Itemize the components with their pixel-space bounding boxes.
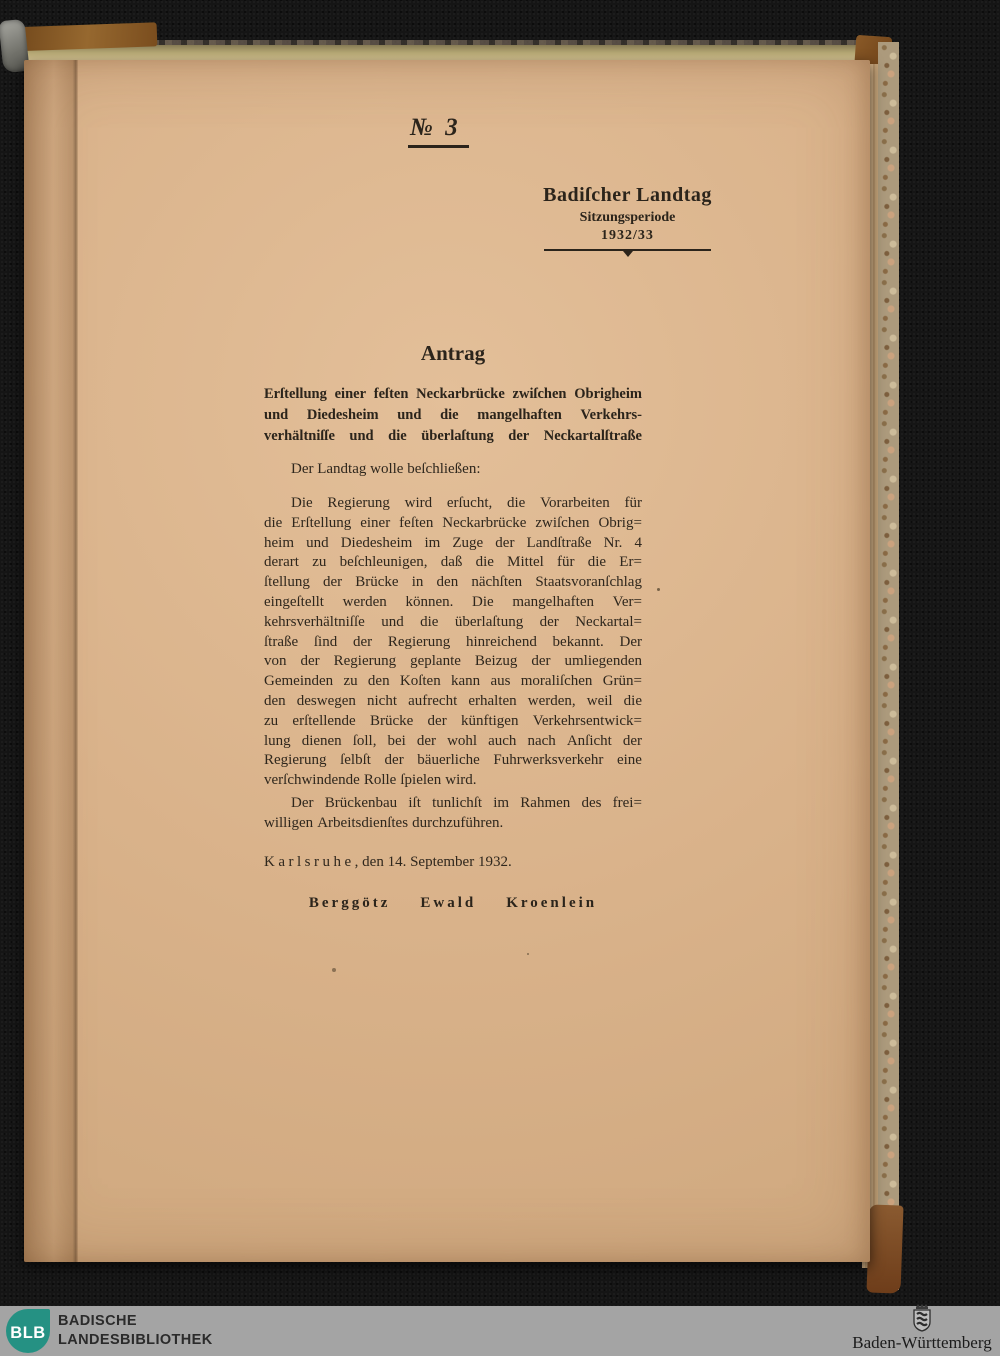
text-line: zu erſtellende Brücke der künftigen Verkehrsentwick= — [264, 712, 642, 729]
cover-corner-bottom — [866, 1204, 903, 1293]
text-line: lung dienen ſoll, bei der wohl auch nach Anſicht der — [264, 732, 642, 749]
library-name-line1: BADISCHE — [58, 1313, 137, 1329]
state-branding — [847, 1303, 997, 1353]
coat-of-arms-icon — [910, 1303, 934, 1333]
text-line: Die Regierung wird erſucht, die Vorarbeiten für — [291, 495, 642, 511]
subject-heading — [264, 384, 642, 447]
dateline-rest: , den 14. September 1932. — [354, 854, 512, 870]
signatory-name: Berggötz — [308, 895, 391, 911]
session-label: Sitzungsperiode — [579, 210, 676, 225]
text-line: Erſtellung einer feſten Neckarbrücke zwiſchen Obrigheim — [264, 386, 642, 402]
body-paragraph-2 — [264, 794, 642, 834]
blb-logo — [6, 1309, 50, 1353]
document-title: Antrag — [420, 341, 486, 365]
library-name — [58, 1312, 213, 1349]
parliament-name: Badiſcher Landtag — [543, 184, 712, 206]
text-line: kehrsverhältniſſe und die überlaſtung der Neckartal= — [264, 613, 642, 630]
dateline — [264, 854, 512, 871]
text-line: und Diedesheim und die mangelhaften Verkehrs- — [264, 407, 642, 423]
blb-logo-text: BLB — [10, 1324, 46, 1342]
document-page — [24, 60, 870, 1262]
text-line: Regierung ſelbſt der bäuerliche Fuhrwerksverkehr eine — [264, 752, 642, 769]
signatory-name: Ewald — [420, 895, 477, 911]
resolution-intro: Der Landtag wolle beſchließen: — [291, 461, 481, 477]
text-line: die Erſtellung einer feſten Neckarbrücke zwiſchen Obrig= — [264, 514, 642, 531]
text-line: ſtellung der Brücke in den nächſten Staatsvoranſchlag — [264, 574, 642, 591]
state-name: Baden-Württemberg — [852, 1333, 992, 1352]
paper-speck — [332, 968, 336, 972]
signatory-name: Kroenlein — [506, 895, 598, 911]
document-header — [485, 184, 770, 251]
text-line: Gemeinden zu den Koſten kann aus moraliſchen Grün= — [264, 673, 642, 690]
document-number: № 3 — [408, 114, 469, 148]
marbled-cover-edge — [878, 42, 899, 1290]
text-line: willigen Arbeitsdienſtes durchzuführen. — [264, 814, 504, 831]
library-footer-bar — [0, 1306, 1000, 1356]
text-line: ſtraße ſind der Regierung hinreichend bekannt. Der — [264, 633, 642, 650]
paper-speck — [657, 588, 660, 591]
paper-speck — [527, 953, 529, 955]
library-name-line2: LANDESBIBLIOTHEK — [58, 1331, 213, 1348]
page-gutter-shadow — [24, 60, 78, 1262]
session-years: 1932/33 — [601, 228, 654, 243]
text-line: von der Regierung geplante Beizug der umliegenden — [264, 653, 642, 670]
signatories — [264, 895, 642, 912]
body-paragraph-1 — [264, 494, 642, 791]
text-line: verhältniſſe und die überlaſtung der Neckartalſtraße — [264, 428, 642, 444]
text-line: derart zu beſchleunigen, daß die Mittel für die Er= — [264, 554, 642, 571]
text-line: heim und Diedesheim im Zuge der Landſtraße Nr. 4 — [264, 534, 642, 551]
text-line: verſchwindende Rolle ſpielen wird. — [264, 772, 477, 789]
decorative-rule — [544, 249, 711, 251]
text-line: eingeſtellt werden können. Die mangelhaften Ver= — [264, 593, 642, 610]
text-line: den deswegen nicht aufrecht erhalten werden, weil die — [264, 692, 642, 709]
dateline-city: Karlsruhe — [264, 854, 355, 870]
text-line: Der Brückenbau iſt tunlichſt im Rahmen des frei= — [291, 795, 642, 811]
